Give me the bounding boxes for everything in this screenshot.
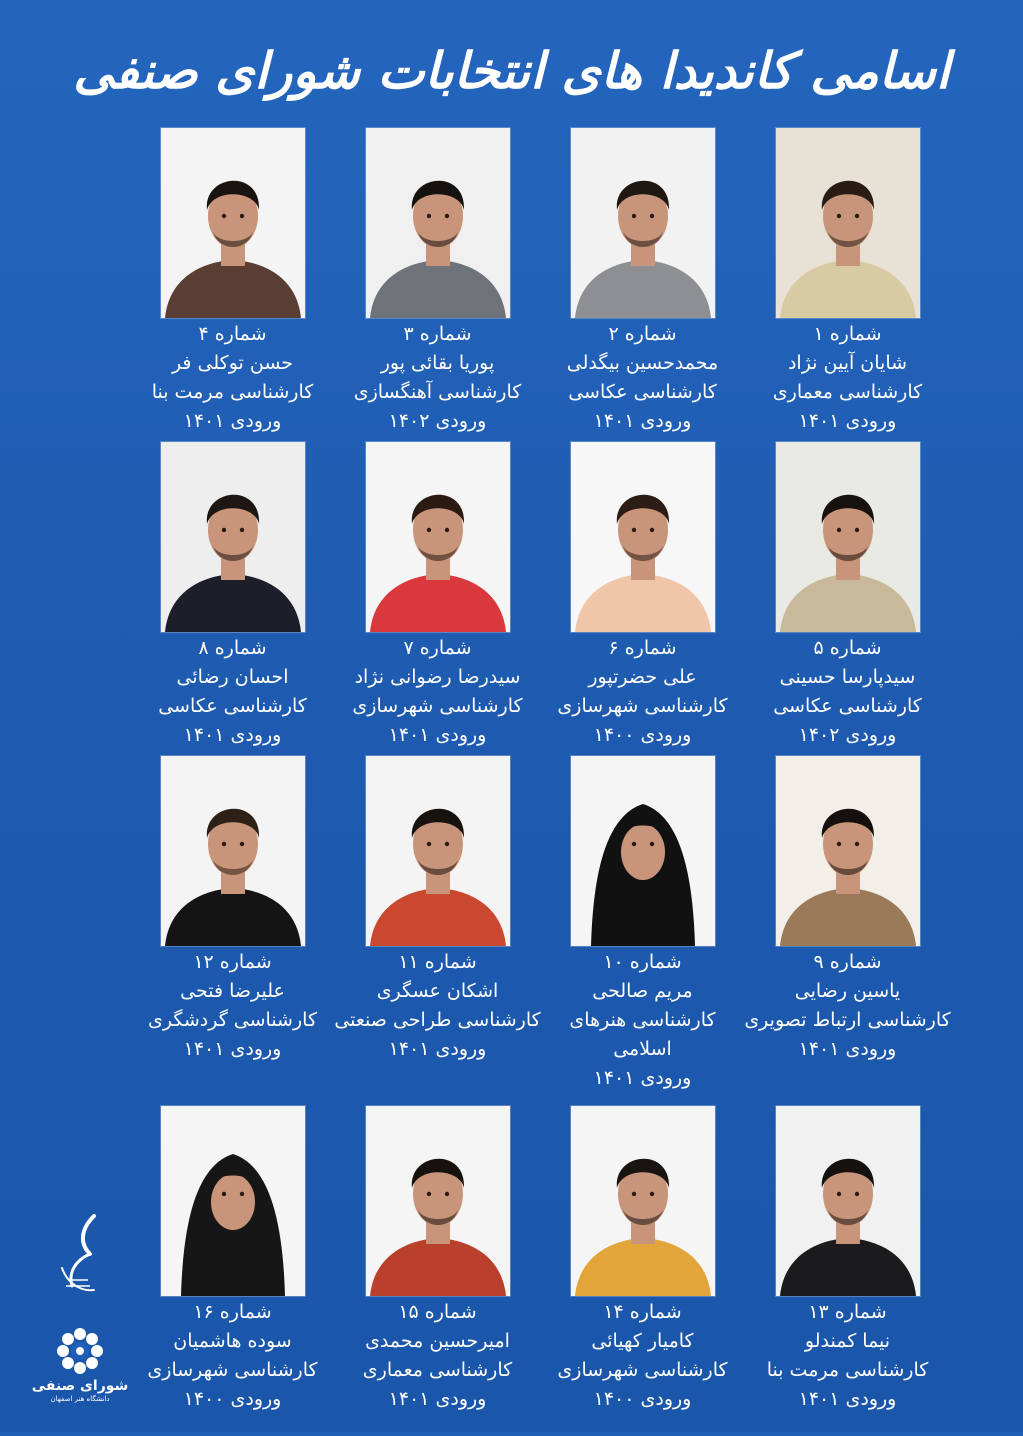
candidate-major: کارشناسی گردشگری — [147, 1009, 317, 1031]
candidate-info — [538, 634, 748, 750]
candidate-photo — [571, 756, 715, 946]
candidate-card — [540, 128, 745, 442]
candidate-entry: ورودی ۱۴۰۱ — [798, 410, 897, 432]
council-subtitle: دانشگاه هنر اصفهان — [50, 1395, 110, 1403]
council-logo-icon — [55, 1326, 105, 1376]
candidate-photo — [571, 442, 715, 632]
candidate-info — [128, 320, 338, 436]
candidate-card — [335, 1106, 540, 1436]
candidate-info — [333, 320, 543, 436]
candidate-card — [130, 756, 335, 1106]
candidate-entry: ورودی ۱۴۰۰ — [183, 1388, 282, 1410]
candidate-card — [745, 1106, 950, 1436]
candidate-name: پوریا بقائی پور — [380, 352, 495, 374]
candidate-number: شماره ۶ — [608, 637, 677, 659]
candidate-info — [743, 320, 953, 436]
candidate-info — [538, 1298, 748, 1414]
candidate-name: یاسین رضایی — [794, 980, 901, 1002]
candidate-entry: ورودی ۱۴۰۲ — [388, 410, 487, 432]
candidate-number: شماره ۷ — [403, 637, 472, 659]
candidate-card — [130, 1106, 335, 1436]
candidate-info — [128, 948, 338, 1064]
portrait-icon — [161, 442, 305, 632]
candidate-entry: ورودی ۱۴۰۱ — [388, 724, 487, 746]
candidate-major: کارشناسی عکاسی — [158, 695, 307, 717]
candidate-number: شماره ۱۱ — [398, 951, 477, 973]
candidate-photo — [366, 756, 510, 946]
candidate-name: حسن توکلی فر — [171, 352, 294, 374]
candidate-major: کارشناسی شهرسازی — [352, 695, 523, 717]
candidate-major: کارشناسی عکاسی — [773, 695, 922, 717]
candidate-photo — [366, 1106, 510, 1296]
candidate-info — [743, 948, 953, 1064]
portrait-icon — [366, 756, 510, 946]
candidate-number: شماره ۸ — [198, 637, 267, 659]
candidate-name: محمدحسین بیگدلی — [566, 352, 719, 374]
candidate-card — [540, 442, 745, 756]
portrait-icon — [571, 756, 715, 946]
candidate-major: کارشناسی معماری — [772, 381, 923, 403]
logo-area — [31, 1210, 129, 1404]
candidate-name: سیدپارسا حسینی — [779, 666, 916, 688]
candidate-number: شماره ۱ — [813, 323, 882, 345]
candidate-info — [333, 1298, 543, 1414]
candidate-entry: ورودی ۱۴۰۱ — [593, 410, 692, 432]
candidate-number: شماره ۱۰ — [603, 951, 682, 973]
candidate-entry: ورودی ۱۴۰۱ — [593, 1067, 692, 1089]
candidate-major: کارشناسی شهرسازی — [557, 1359, 728, 1381]
candidate-name: کامیار کهیائی — [591, 1330, 694, 1352]
candidate-card — [745, 128, 950, 442]
candidate-photo — [776, 756, 920, 946]
candidate-photo — [161, 756, 305, 946]
candidate-major: کارشناسی معماری — [362, 1359, 513, 1381]
candidate-photo — [366, 128, 510, 318]
candidate-entry: ورودی ۱۴۰۱ — [388, 1038, 487, 1060]
candidate-number: شماره ۱۶ — [193, 1301, 272, 1323]
candidate-major: کارشناسی طراحی صنعتی — [334, 1009, 541, 1031]
candidate-info — [333, 634, 543, 750]
candidate-info — [128, 634, 338, 750]
candidate-name: اشکان عسگری — [376, 980, 499, 1002]
portrait-icon — [161, 128, 305, 318]
candidate-entry: ورودی ۱۴۰۱ — [388, 1388, 487, 1410]
candidate-name: سیدرضا رضوانی نژاد — [354, 666, 521, 688]
portrait-icon — [776, 128, 920, 318]
candidate-entry: ورودی ۱۴۰۰ — [593, 724, 692, 746]
candidate-major: کارشناسی مرمت بنا — [151, 381, 314, 403]
candidate-name: علیرضا فتحی — [180, 980, 285, 1002]
candidate-entry: ورودی ۱۴۰۱ — [798, 1388, 897, 1410]
candidate-number: شماره ۹ — [813, 951, 882, 973]
candidate-card — [335, 756, 540, 1106]
candidate-name: مریم صالحی — [592, 980, 693, 1002]
candidate-major: کارشناسی عکاسی — [568, 381, 717, 403]
candidate-card — [540, 1106, 745, 1436]
portrait-icon — [776, 442, 920, 632]
candidate-photo — [776, 1106, 920, 1296]
candidate-info — [128, 1298, 338, 1414]
candidates-grid — [130, 128, 950, 1436]
candidate-number: شماره ۳ — [403, 323, 472, 345]
candidate-major: کارشناسی شهرسازی — [557, 695, 728, 717]
candidate-card — [745, 756, 950, 1106]
candidate-name: احسان رضائی — [176, 666, 289, 688]
candidate-photo — [776, 442, 920, 632]
candidate-info — [333, 948, 543, 1064]
candidate-number: شماره ۱۴ — [603, 1301, 682, 1323]
candidate-number: شماره ۱۳ — [808, 1301, 887, 1323]
candidate-card — [540, 756, 745, 1106]
candidate-photo — [161, 128, 305, 318]
candidate-card — [335, 128, 540, 442]
candidate-info — [538, 320, 748, 436]
candidate-photo — [366, 442, 510, 632]
portrait-icon — [366, 128, 510, 318]
candidate-name: شایان آیین نژاد — [787, 352, 908, 374]
candidate-name: سوده هاشمیان — [173, 1330, 292, 1352]
candidate-entry: ورودی ۱۴۰۲ — [798, 724, 897, 746]
portrait-icon — [776, 1106, 920, 1296]
candidate-number: شماره ۱۵ — [398, 1301, 477, 1323]
calligraphy-signature-icon — [50, 1210, 110, 1300]
candidate-photo — [571, 1106, 715, 1296]
portrait-icon — [366, 442, 510, 632]
candidate-entry: ورودی ۱۴۰۱ — [183, 410, 282, 432]
candidate-entry: ورودی ۱۴۰۱ — [798, 1038, 897, 1060]
page-title: اسامی کاندیدا های انتخابات شورای صنفی — [73, 42, 950, 100]
candidate-card — [130, 442, 335, 756]
portrait-icon — [571, 128, 715, 318]
portrait-icon — [571, 1106, 715, 1296]
candidate-entry: ورودی ۱۴۰۱ — [183, 724, 282, 746]
candidate-info — [743, 634, 953, 750]
candidate-number: شماره ۱۲ — [193, 951, 272, 973]
candidate-number: شماره ۲ — [608, 323, 677, 345]
candidate-major: کارشناسی شهرسازی — [147, 1359, 318, 1381]
candidate-info — [538, 948, 748, 1093]
candidate-major: کارشناسی مرمت بنا — [766, 1359, 929, 1381]
candidate-card — [130, 128, 335, 442]
candidate-number: شماره ۵ — [813, 637, 882, 659]
candidate-entry: ورودی ۱۴۰۱ — [183, 1038, 282, 1060]
candidate-photo — [776, 128, 920, 318]
candidate-major: کارشناسی هنرهای اسلامی — [569, 1009, 716, 1060]
candidate-info — [743, 1298, 953, 1414]
council-name: شورای صنفی — [31, 1378, 129, 1394]
portrait-icon — [161, 756, 305, 946]
candidate-name: نیما کمندلو — [804, 1330, 891, 1352]
candidate-name: امیرحسین محمدی — [365, 1330, 510, 1352]
candidate-card — [745, 442, 950, 756]
candidate-major: کارشناسی ارتباط تصویری — [744, 1009, 951, 1031]
candidate-number: شماره ۴ — [198, 323, 267, 345]
candidate-card — [335, 442, 540, 756]
candidate-photo — [161, 1106, 305, 1296]
candidate-major: کارشناسی آهنگسازی — [353, 381, 522, 403]
candidate-name: علی حضرتپور — [588, 666, 697, 688]
candidate-entry: ورودی ۱۴۰۰ — [593, 1388, 692, 1410]
portrait-icon — [776, 756, 920, 946]
portrait-icon — [571, 442, 715, 632]
candidate-photo — [571, 128, 715, 318]
portrait-icon — [161, 1106, 305, 1296]
portrait-icon — [366, 1106, 510, 1296]
candidate-photo — [161, 442, 305, 632]
